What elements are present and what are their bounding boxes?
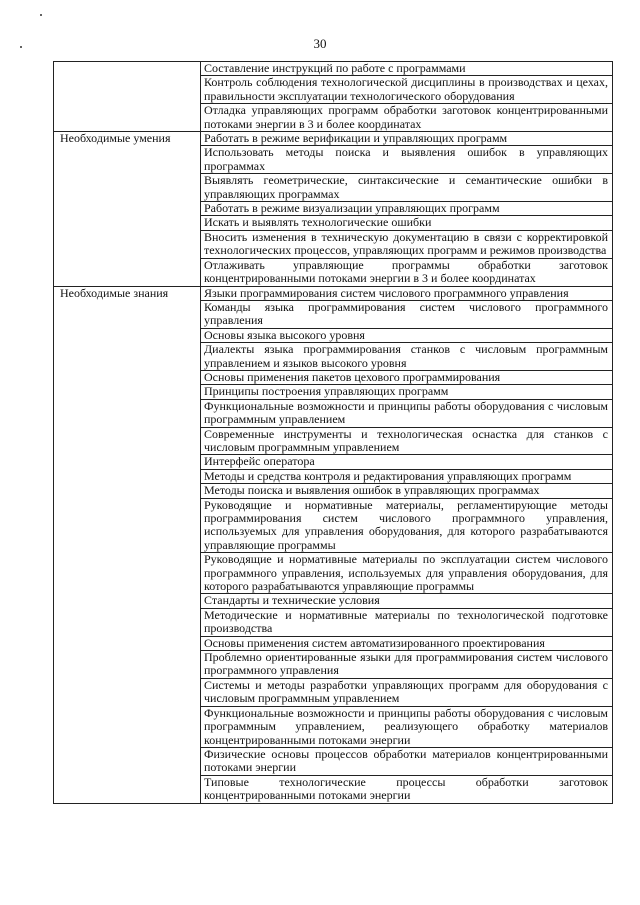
competency-table-body bbox=[54, 62, 613, 804]
list-item: Интерфейс оператора bbox=[201, 455, 612, 469]
section-category: Необходимые умения bbox=[54, 132, 201, 286]
list-item: Функциональные возможности и принципы работы оборудования с числовым программным управлением bbox=[201, 400, 612, 428]
list-item: Контроль соблюдения технологической дисциплины в производствах и цехах, правильности эксплуатации технологического оборудования bbox=[201, 76, 612, 104]
list-item: Методические и нормативные материалы по технологической подготовке производства bbox=[201, 609, 612, 637]
scan-speck bbox=[40, 14, 42, 16]
list-item: Вносить изменения в техническую документацию в связи с корректировкой технологических процессов, управляющих программ и режимов производства bbox=[201, 231, 612, 259]
list-item: Принципы построения управляющих программ bbox=[201, 385, 612, 399]
list-item: Основы применения систем автоматизированного проектирования bbox=[201, 637, 612, 651]
list-item: Использовать методы поиска и выявления ошибок в управляющих программах bbox=[201, 146, 612, 174]
list-item: Искать и выявлять технологические ошибки bbox=[201, 216, 612, 230]
section-row bbox=[54, 132, 613, 286]
list-item: Основы применения пакетов цехового программирования bbox=[201, 371, 612, 385]
list-item: Проблемно ориентированные языки для программирования систем числового программного управления bbox=[201, 651, 612, 679]
list-item: Руководящие и нормативные материалы, регламентирующие методы программирования систем числового программного управления, используемых для управления оборудования, для которого разрабатываются управляющие программы bbox=[201, 499, 612, 554]
list-item: Отлаживать управляющие программы обработки заготовок концентрированными потоками энергии в 3 и более координатах bbox=[204, 257, 608, 286]
list-item: Стандарты и технические условия bbox=[201, 594, 612, 608]
section-items bbox=[201, 286, 613, 803]
section-items bbox=[201, 132, 613, 286]
list-item: Языки программирования систем числового программного управления bbox=[201, 287, 612, 301]
section-items bbox=[201, 62, 613, 132]
list-item: Современные инструменты и технологическая оснастка для станков с числовым программным управлением bbox=[201, 428, 612, 456]
section-row bbox=[54, 62, 613, 132]
list-item: Основы языка высокого уровня bbox=[201, 329, 612, 343]
list-item: Руководящие и нормативные материалы по эксплуатации систем числового программного управления, используемых для управления оборудования, для которого разрабатываются управляющие программы bbox=[201, 553, 612, 594]
section-category: Необходимые знания bbox=[54, 286, 201, 803]
list-item: Составление инструкций по работе с программами bbox=[201, 62, 612, 76]
list-item: Типовые технологические процессы обработки заготовок концентрированными потоками энергии bbox=[204, 774, 608, 803]
list-item: Методы поиска и выявления ошибок в управляющих программах bbox=[201, 484, 612, 498]
page-number: 30 bbox=[313, 36, 327, 51]
list-item: Системы и методы разработки управляющих программ для оборудования с числовым программным управлением bbox=[201, 679, 612, 707]
list-item: Методы и средства контроля и редактирования управляющих программ bbox=[201, 470, 612, 484]
list-item: Отладка управляющих программ обработки заготовок концентрированными потоками энергии в 3 и более координатах bbox=[204, 103, 608, 131]
list-item: Диалекты языка программирования станков с числовым программным управлением и языков высокого уровня bbox=[201, 343, 612, 371]
list-item: Команды языка программирования систем числового программного управления bbox=[201, 301, 612, 329]
section-category bbox=[54, 62, 201, 132]
list-item: Работать в режиме визуализации управляющих программ bbox=[201, 202, 612, 216]
list-item: Функциональные возможности и принципы работы оборудования с числовым программным управлением, реализующего обработку материалов концентрированными потоками энергии bbox=[201, 707, 612, 748]
list-item: Выявлять геометрические, синтаксические и семантические ошибки в управляющих программах bbox=[201, 174, 612, 202]
list-item: Физические основы процессов обработки материалов концентрированными потоками энергии bbox=[201, 748, 612, 776]
section-row bbox=[54, 286, 613, 803]
list-item: Работать в режиме верификации и управляющих программ bbox=[201, 132, 612, 146]
competency-table bbox=[53, 61, 613, 804]
